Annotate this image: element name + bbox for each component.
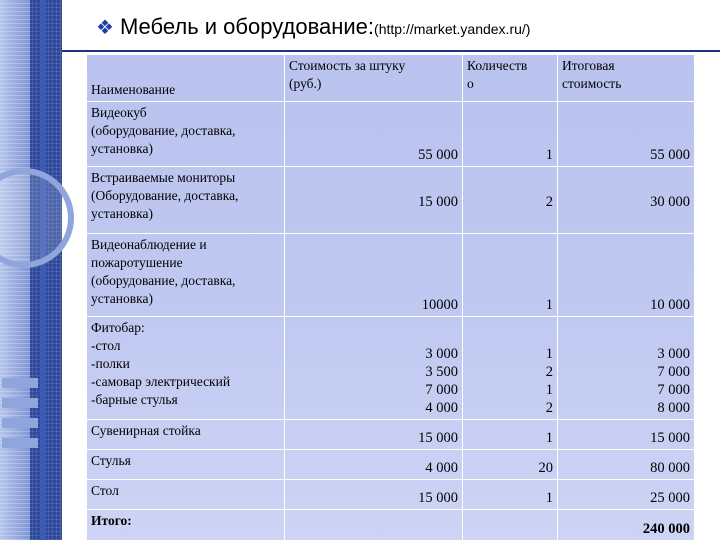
grand-total: 240 000 bbox=[642, 521, 690, 537]
item-total: 3 000 7 000 7 000 8 000 bbox=[657, 346, 690, 416]
table-header-row bbox=[87, 55, 694, 102]
item-total: 15 000 bbox=[650, 430, 690, 446]
table-row bbox=[87, 480, 694, 510]
item-quantity: 1 bbox=[463, 420, 558, 449]
decorative-circle bbox=[0, 168, 74, 268]
item-name: Сувенирная стойка bbox=[87, 420, 285, 449]
table-row bbox=[87, 234, 694, 317]
diamond-bullet-icon: ❖ bbox=[96, 17, 114, 39]
table-row bbox=[87, 420, 694, 450]
item-total: 80 000 bbox=[650, 460, 690, 476]
item-quantity: 1 bbox=[463, 480, 558, 509]
item-quantity: 1 2 1 2 bbox=[463, 317, 558, 419]
total-label: Итого: bbox=[87, 510, 285, 540]
item-unit-cost: 3 000 3 500 7 000 4 000 bbox=[285, 317, 463, 419]
item-name: Стулья bbox=[87, 450, 285, 479]
decorative-side-strip bbox=[0, 0, 62, 540]
header-name: Наименование bbox=[87, 55, 285, 101]
item-unit-cost: 15 000 bbox=[285, 480, 463, 509]
source-link-text: (http://market.yandex.ru/) bbox=[374, 21, 531, 37]
item-unit-cost: 55 000 bbox=[285, 102, 463, 166]
item-unit-cost: 4 000 bbox=[285, 450, 463, 479]
title-text: Мебель и оборудование: bbox=[119, 14, 375, 39]
title-divider bbox=[62, 50, 720, 52]
item-name: Стол bbox=[87, 480, 285, 509]
item-name: Видеокуб (оборудование, доставка, установка) bbox=[87, 102, 285, 166]
item-quantity: 2 bbox=[463, 167, 558, 233]
header-unit-cost: Стоимость за штуку (руб.) bbox=[285, 55, 463, 101]
table-row bbox=[87, 450, 694, 480]
item-name: Встраиваемые мониторы (Оборудование, доставка, установка) bbox=[87, 167, 285, 233]
item-quantity: 1 bbox=[463, 234, 558, 316]
item-unit-cost: 15 000 bbox=[285, 420, 463, 449]
table-total-row bbox=[87, 510, 694, 540]
slide-title bbox=[96, 14, 530, 40]
item-total: 55 000 bbox=[650, 147, 690, 163]
total-empty-cell bbox=[285, 510, 463, 540]
item-quantity: 1 bbox=[463, 102, 558, 166]
item-name: Фитобар: -стол -полки -самовар электрический -барные стулья bbox=[87, 317, 285, 419]
item-total: 10 000 bbox=[650, 297, 690, 313]
item-name: Видеонаблюдение и пожаротушение (оборудование, доставка, установка) bbox=[87, 234, 285, 316]
item-unit-cost: 10000 bbox=[285, 234, 463, 316]
item-quantity: 20 bbox=[463, 450, 558, 479]
item-total: 25 000 bbox=[650, 490, 690, 506]
item-total: 30 000 bbox=[650, 194, 690, 210]
header-total: Итоговая стоимость bbox=[562, 58, 622, 91]
header-quantity: Количеств о bbox=[463, 55, 558, 101]
total-empty-cell bbox=[463, 510, 558, 540]
item-unit-cost: 15 000 bbox=[285, 167, 463, 233]
table-row bbox=[87, 102, 694, 167]
price-table bbox=[87, 55, 694, 540]
table-row bbox=[87, 317, 694, 420]
table-row bbox=[87, 167, 694, 234]
